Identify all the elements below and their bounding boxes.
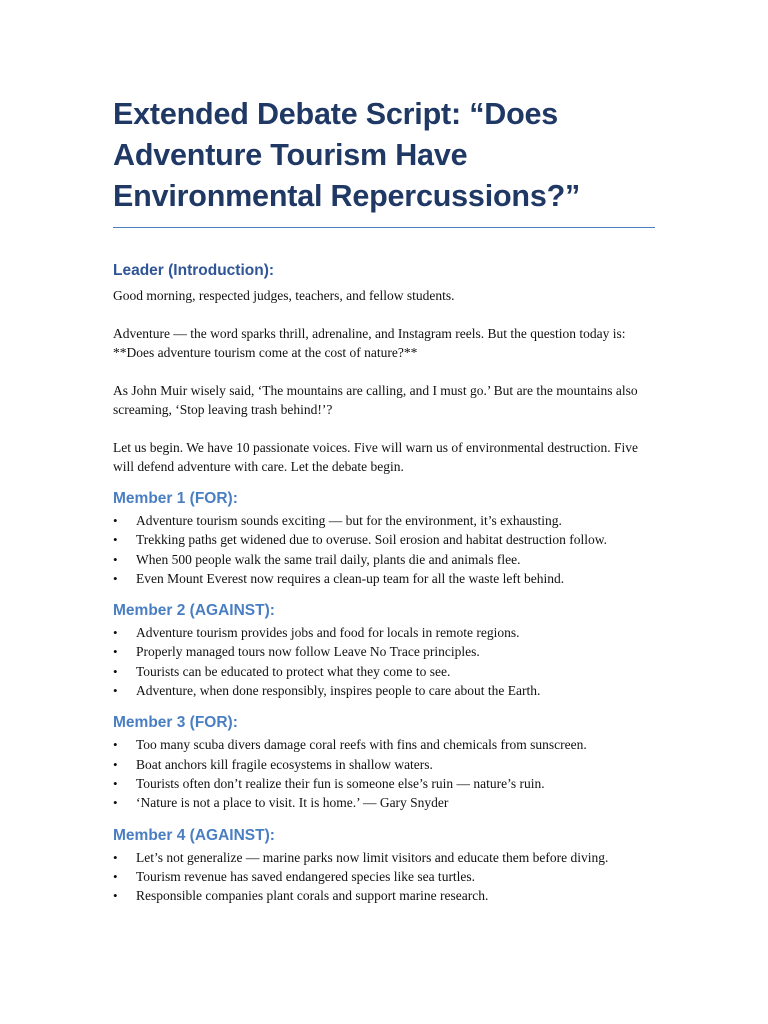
list-item: • Too many scuba divers damage coral reefs with fins and chemicals from sunscreen. [113,735,655,754]
bullet-icon: • [113,775,118,791]
intro-question-lead: Adventure — the word sparks thrill, adrenaline, and Instagram reels. But the question today is: [113,326,626,341]
bullet-icon: • [113,888,118,904]
list-item: • Let’s not generalize — marine parks now limit visitors and educate them before diving. [113,848,655,867]
list-item: • Adventure tourism sounds exciting — but for the environment, it’s exhausting. [113,511,655,530]
list-item: • Tourism revenue has saved endangered species like sea turtles. [113,867,655,886]
bullet-icon: • [113,513,118,528]
intro-quote: As John Muir wisely said, ‘The mountains are calling, and I must go.’ But are the mountains also screaming, ‘Stop leaving trash behind!’? [113,383,638,417]
member-1-points [113,511,655,588]
list-item: • Responsible companies plant corals and support marine research. [113,886,655,905]
list-item: • Properly managed tours now follow Leave No Trace principles. [113,642,655,661]
title-underline [113,227,655,228]
bullet-icon: • [113,868,118,884]
member-2-points [113,623,655,700]
intro-greeting: Good morning, respected judges, teachers, and fellow students. [113,288,455,303]
bullet-icon: • [113,532,118,548]
member-2-heading: Member 2 (AGAINST): [113,602,275,620]
list-item: • When 500 people walk the same trail daily, plants die and animals flee. [113,550,655,569]
list-item: • Adventure tourism provides jobs and food for locals in remote regions. [113,623,655,642]
bullet-icon: • [113,644,118,660]
bullet-icon: • [113,683,118,699]
bullet-icon: • [113,756,118,772]
intro-begin: Let us begin. We have 10 passionate voices. Five will warn us of environmental destruction. Five will defend adventure with care. Let the debate begin. [113,440,639,474]
bullet-icon: • [113,551,118,567]
bullet-icon: • [113,663,118,679]
member-4-heading: Member 4 (AGAINST): [113,826,275,844]
list-item: • Trekking paths get widened due to overuse. Soil erosion and habitat destruction follow. [113,530,655,549]
list-item: • Tourists often don’t realize their fun is someone else’s ruin — nature’s ruin. [113,774,655,793]
list-item: • Tourists can be educated to protect what they come to see. [113,662,655,681]
member-3-points [113,735,655,812]
document-title: Extended Debate Script: “Does Adventure Tourism Have Environmental Repercussions?” [113,97,581,213]
member-3-heading: Member 3 (FOR): [113,714,238,732]
member-4-points [113,848,655,906]
bullet-icon: • [113,795,118,811]
bullet-icon: • [113,737,118,753]
bullet-icon: • [113,570,118,586]
list-item: • ‘Nature is not a place to visit. It is home.’ — Gary Snyder [113,793,655,812]
bullet-icon: • [113,625,118,641]
intro-heading: Leader (Introduction): [113,262,275,279]
list-item: • Even Mount Everest now requires a clean-up team for all the waste left behind. [113,569,655,588]
member-1-heading: Member 1 (FOR): [113,490,238,507]
list-item: • Adventure, when done responsibly, inspires people to care about the Earth. [113,681,655,700]
bullet-icon: • [113,849,118,865]
intro-question: **Does adventure tourism come at the cost of nature?** [113,345,418,360]
list-item: • Boat anchors kill fragile ecosystems in shallow waters. [113,755,655,774]
